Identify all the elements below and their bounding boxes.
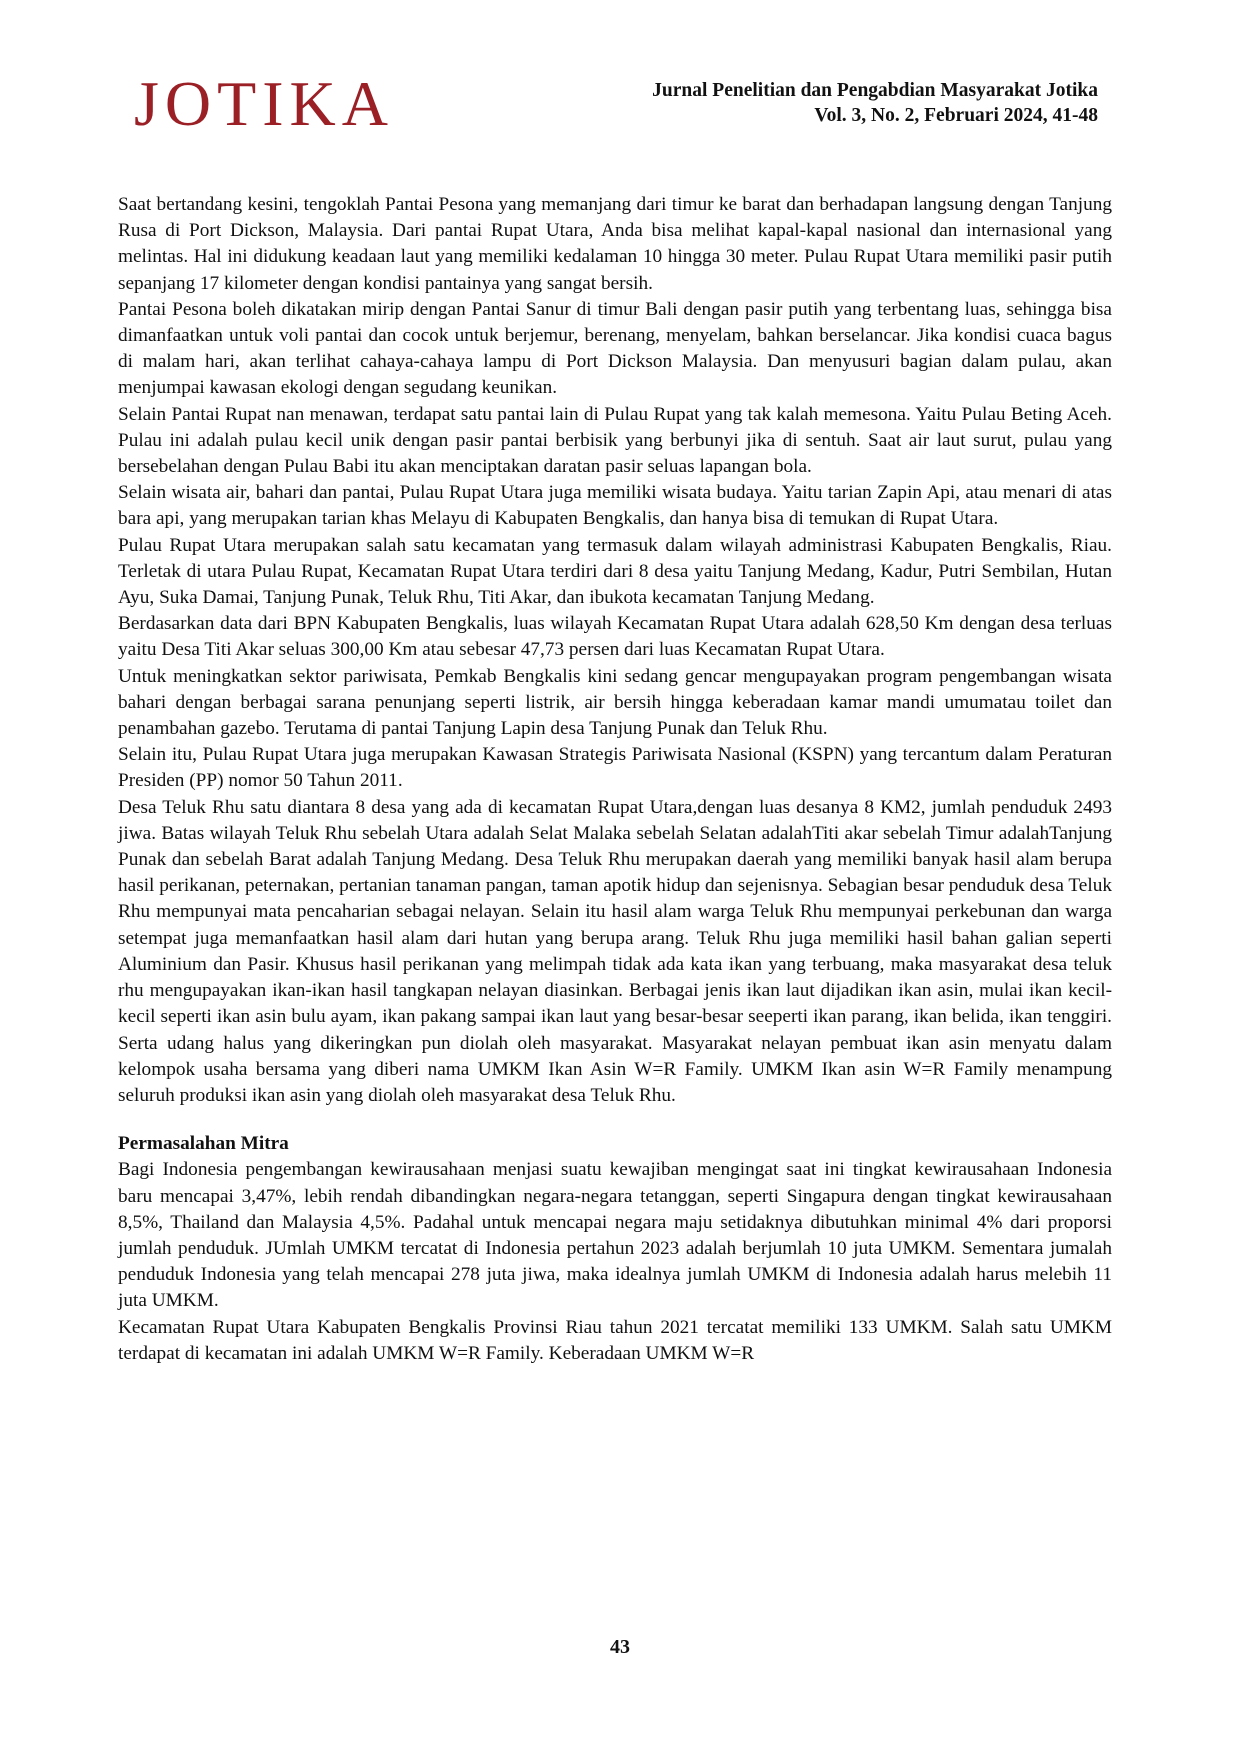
journal-logo: JOTIKA (134, 68, 394, 139)
journal-header (652, 78, 1098, 128)
section-heading: Permasalahan Mitra (118, 1133, 289, 1155)
paragraph: Selain Pantai Rupat nan menawan, terdapat satu pantai lain di Pulau Rupat yang tak kalah memesona. Yaitu Pulau Beting Aceh. Pulau ini adalah pulau kecil unik dengan pasir pantai berbisik yang berbunyi jika di sentuh. Saat air laut surut, pulau yang bersebelahan dengan Pulau Babi itu akan menciptakan daratan pasir seluas lapangan bola. (118, 403, 1112, 478)
journal-name: Jurnal Penelitian dan Pengabdian Masyarakat Jotika (652, 80, 1098, 101)
volume-info: Vol. 3, No. 2, Februari 2024, 41-48 (814, 105, 1098, 126)
paragraph: Berdasarkan data dari BPN Kabupaten Bengkalis, luas wilayah Kecamatan Rupat Utara adalah 628,50 Km dengan desa terluas yaitu Desa Titi Akar seluas 300,00 Km atau sebesar 47,73 persen dari luas Kecamatan Rupat Utara. (118, 613, 1112, 661)
paragraph: Pantai Pesona boleh dikatakan mirip dengan Pantai Sanur di timur Bali dengan pasir putih yang terbentang luas, sehingga bisa dimanfaatkan untuk voli pantai dan cocok untuk berjemur, berenang, menyelam, bahkan berselancar. Jika kondisi cuaca bagus di malam hari, akan terlihat cahaya-cahaya lampu di Port Dickson Malaysia. Dan menyusuri bagian dalam pulau, akan menjumpai kawasan ekologi dengan segudang keunikan. (118, 298, 1112, 399)
paragraph: Bagi Indonesia pengembangan kewirausahaan menjasi suatu kewajiban mengingat saat ini tingkat kewirausahaan Indonesia baru mencapai 3,47%, lebih rendah dibandingkan negara-negara tetanggan, seperti Singapura dengan tingkat kewirausahaan 8,5%, Thailand dan Malaysia 4,5%. Padahal untuk mencapai negara maju setidaknya dibutuhkan minimal 4% dari proporsi jumlah penduduk. JUmlah UMKM tercatat di Indonesia pertahun 2023 adalah berjumlah 10 juta UMKM. Sementara jumalah penduduk Indonesia yang telah mencapai 278 juta jiwa, maka idealnya jumlah UMKM di Indonesia adalah harus melebih 11 juta UMKM. (118, 1159, 1112, 1312)
paragraph: Selain wisata air, bahari dan pantai, Pulau Rupat Utara juga memiliki wisata budaya. Yaitu tarian Zapin Api, atau menari di atas bara api, yang merupakan tarian khas Melayu di Kabupaten Bengkalis, dan hanya bisa di temukan di Rupat Utara. (118, 482, 1112, 530)
paragraph: Desa Teluk Rhu satu diantara 8 desa yang ada di kecamatan Rupat Utara,dengan luas desanya 8 KM2, jumlah penduduk 2493 jiwa. Batas wilayah Teluk Rhu sebelah Utara adalah Selat Malaka sebelah Selatan adalahTiti akar sebelah Timur adalahTanjung Punak dan sebelah Barat adalah Tanjung Medang. Desa Teluk Rhu merupakan daerah yang memiliki banyak hasil alam berupa hasil perikanan, peternakan, pertanian tanaman pangan, taman apotik hidup dan sejenisnya. Sebagian besar penduduk desa Teluk Rhu mempunyai mata pencaharian sebagai nelayan. Selain itu hasil alam warga Teluk Rhu mempunyai perkebunan dan warga setempat juga memanfaatkan hasil alam dari hutan yang berupa arang. Teluk Rhu juga memiliki hasil bahan galian seperti Aluminium dan Pasir. Khusus hasil perikanan yang melimpah tidak ada kata ikan yang terbuang, maka masyarakat desa teluk rhu mengupayakan ikan-ikan hasil tangkapan nelayan diasinkan. Berbagai jenis ikan laut dijadikan ikan asin, mulai ikan kecil-kecil seperti ikan asin bulu ayam, ikan pakang sampai ikan laut yang besar-besar seeperti ikan parang, ikan belida, ikan tenggiri. Serta udang halus yang dikeringkan pun diolah oleh masyarakat. Masyarakat nelayan pembuat ikan asin menyatu dalam kelompok usaha bersama yang diberi nama UMKM Ikan Asin W=R Family. UMKM Ikan asin W=R Family menampung seluruh produksi ikan asin yang diolah oleh masyarakat desa Teluk Rhu. (118, 796, 1112, 1106)
paragraph: Selain itu, Pulau Rupat Utara juga merupakan Kawasan Strategis Pariwisata Nasional (KSPN) yang tercantum dalam Peraturan Presiden (PP) nomor 50 Tahun 2011. (118, 744, 1112, 792)
paragraph: Kecamatan Rupat Utara Kabupaten Bengkalis Provinsi Riau tahun 2021 tercatat memiliki 133 UMKM. Salah satu UMKM terdapat di kecamatan ini adalah UMKM W=R Family. Keberadaan UMKM W=R (118, 1316, 1112, 1364)
page-number: 43 (610, 1636, 630, 1658)
paragraph: Pulau Rupat Utara merupakan salah satu kecamatan yang termasuk dalam wilayah administrasi Kabupaten Bengkalis, Riau. Terletak di utara Pulau Rupat, Kecamatan Rupat Utara terdiri dari 8 desa yaitu Tanjung Medang, Kadur, Putri Sembilan, Hutan Ayu, Suka Damai, Tanjung Punak, Teluk Rhu, Titi Akar, dan ibukota kecamatan Tanjung Medang. (118, 534, 1112, 609)
paragraph: Saat bertandang kesini, tengoklah Pantai Pesona yang memanjang dari timur ke barat dan berhadapan langsung dengan Tanjung Rusa di Port Dickson, Malaysia. Dari pantai Rupat Utara, Anda bisa melihat kapal-kapal nasional dan internasional yang melintas. Hal ini didukung keadaan laut yang memiliki kedalaman 10 hingga 30 meter. Pulau Rupat Utara memiliki pasir putih sepanjang 17 kilometer dengan kondisi pantainya yang sangat bersih. (118, 194, 1112, 294)
article-body (118, 192, 1112, 1367)
paragraph: Untuk meningkatkan sektor pariwisata, Pemkab Bengkalis kini sedang gencar mengupayakan program pengembangan wisata bahari dengan berbagai sarana penunjang seperti listrik, air bersih hingga keberadaan kamar mandi umumatau toilet dan penambahan gazebo. Terutama di pantai Tanjung Lapin desa Tanjung Punak dan Teluk Rhu. (118, 665, 1112, 740)
